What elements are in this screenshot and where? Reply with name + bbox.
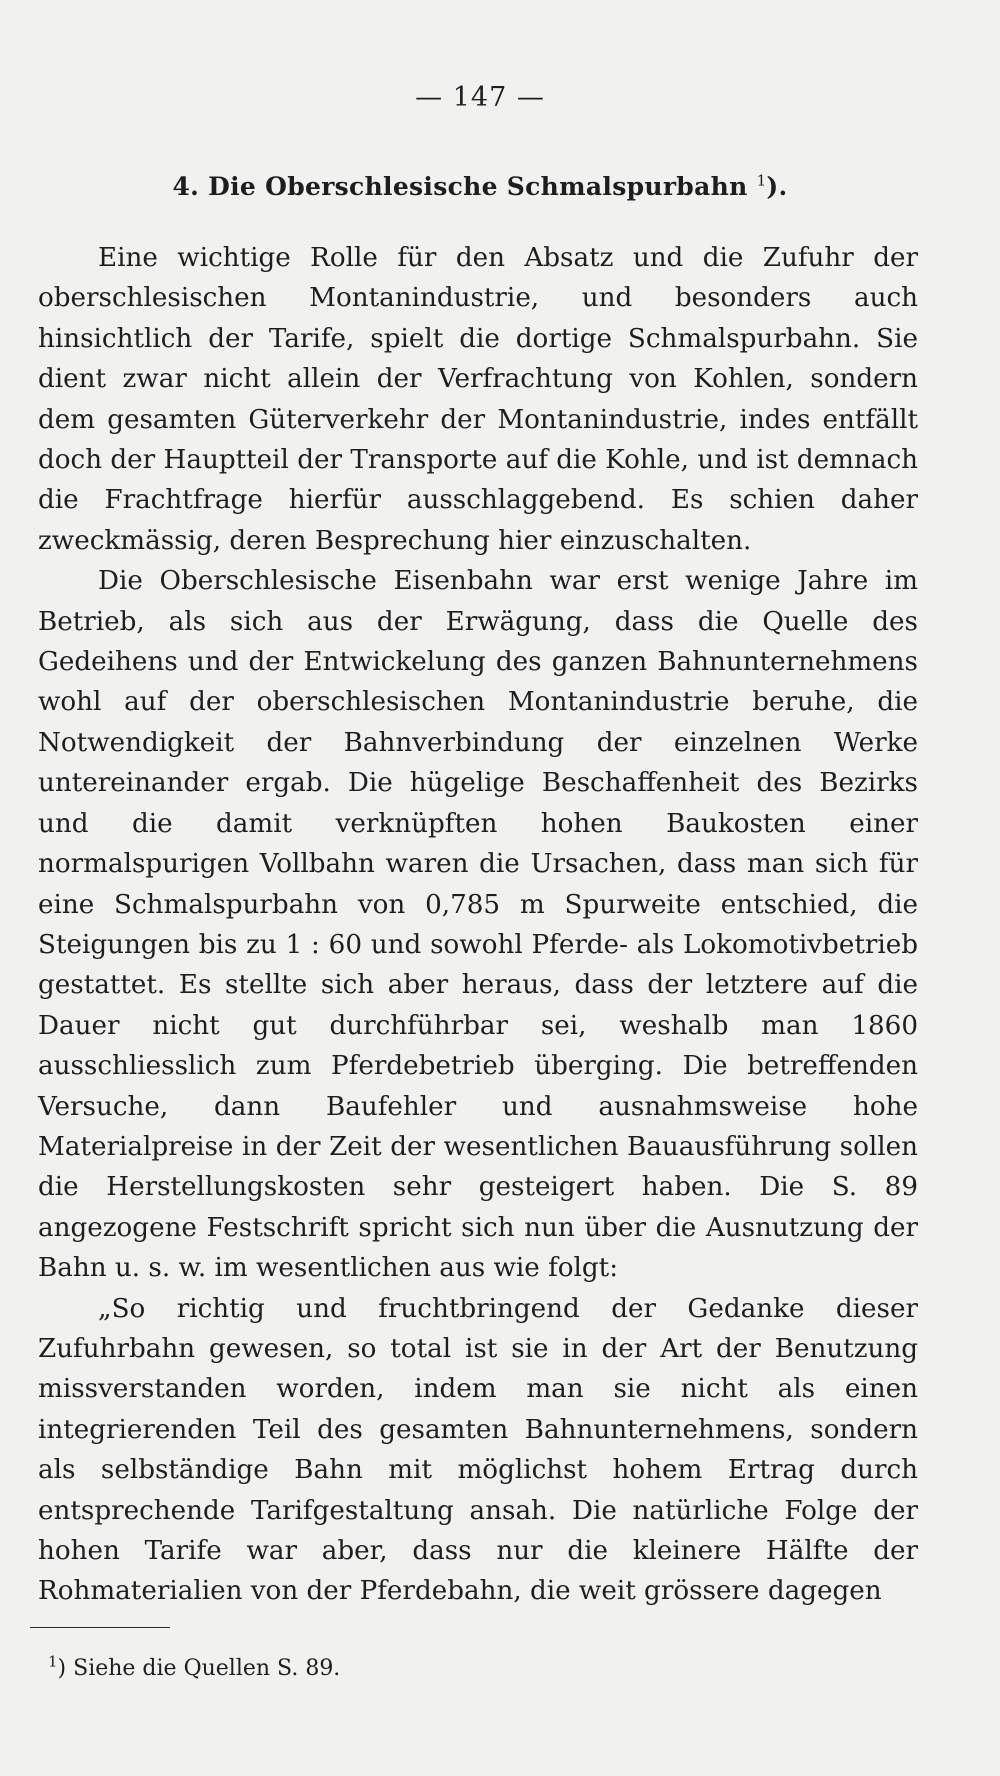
- section-title-end: ).: [766, 172, 788, 201]
- paragraph-3: „So richtig und fruchtbringend der Gedanke dieser Zufuhrbahn gewesen, so total ist sie in der Art der Benutzung missverstanden worden, indem man sie nicht als einen integrierenden Teil des gesamten Bahnunternehmens, sondern als selbständige Bahn mit möglichst hohem Ertrag durch entsprechende Tarifgestaltung ansah. Die natürliche Folge der hohen Tarife war aber, dass nur die kleinere Hälfte der Rohmaterialien von der Pferdebahn, die weit grössere dagegen: [38, 1293, 918, 1607]
- footnote-divider: [30, 1627, 170, 1628]
- paragraph-1: Eine wichtige Rolle für den Absatz und die Zufuhr der oberschlesischen Montanindustrie, und besonders auch hinsichtlich der Tarife, spielt die dortige Schmalspurbahn. Sie dient zwar nicht allein der Verfrachtung von Kohlen, sondern dem gesamten Güterverkehr der Montanindustrie, indes entfällt doch der Hauptteil der Transporte auf die Kohle, und ist demnach die Frachtfrage hierfür ausschlaggebend. Es schien daher zweckmässig, deren Besprechung hier einzuschalten.: [38, 243, 918, 556]
- footnote-reference: 1: [756, 171, 767, 190]
- body-text: [38, 238, 918, 1612]
- page-number: — 147 —: [415, 82, 545, 113]
- footnote-marker: 1: [48, 1652, 58, 1671]
- section-title: [0, 172, 960, 201]
- footnote: [48, 1654, 908, 1684]
- footnote-text: ) Siehe die Quellen S. 89.: [57, 1656, 341, 1681]
- section-title-text: 4. Die Oberschlesische Schmalspurbahn: [172, 172, 748, 201]
- paragraph-2: Die Oberschlesische Eisenbahn war erst wenige Jahre im Betrieb, als sich aus der Erwägung, dass die Quelle des Gedeihens und der Entwickelung des ganzen Bahnunternehmens wohl auf der oberschlesischen Montanindustrie beruhe, die Notwendigkeit der Bahnverbindung der einzelnen Werke untereinander ergab. Die hügelige Beschaffenheit des Bezirks und die damit verknüpften hohen Baukosten einer normalspurigen Vollbahn waren die Ursachen, dass man sich für eine Schmalspurbahn von 0,785 m Spurweite entschied, die Steigungen bis zu 1 : 60 und sowohl Pferde- als Lokomotivbetrieb gestattet. Es stellte sich aber heraus, dass der letztere auf die Dauer nicht gut durchführbar sei, weshalb man 1860 ausschliesslich zum Pferdebetrieb überging. Die betreffenden Versuche, dann Baufehler und ausnahmsweise hohe Materialpreise in der Zeit der wesentlichen Bauausführung sollen die Herstellungskosten sehr gesteigert haben. Die S. 89 angezogene Festschrift spricht sich nun über die Ausnutzung der Bahn u. s. w. im wesentlichen aus wie folgt:: [38, 566, 918, 1284]
